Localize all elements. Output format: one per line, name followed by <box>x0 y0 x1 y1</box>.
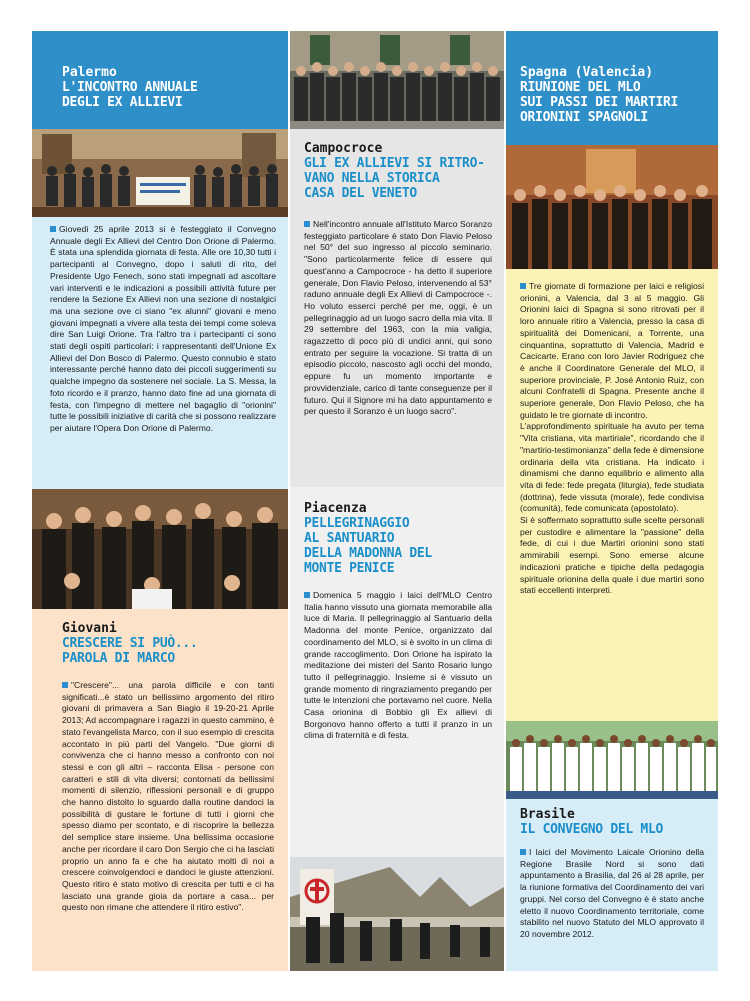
bullet-square-icon <box>520 283 526 289</box>
giovani-article <box>32 609 288 971</box>
bullet-square-icon <box>304 221 310 227</box>
spagna-photo <box>506 145 718 269</box>
spagna-body-2: L'approfondimento spirituale ha avuto per tema "Vita cristiana, vita martiriale", ricordando che il "martirio-testimonianza" della fede è dimensione ordinaria della vita cristiana. Ha indicato i dinamismi che danno equilibrio e alimento alla vita di fede: fede pregata (liturgia), fede studiata (dottrina), fede vissuta (morale), fede condivisa (comunità), fede comunicata (apostolato). <box>520 421 704 514</box>
spagna-title-line-2: SUI PASSI DEI MARTIRI <box>520 95 679 110</box>
spagna-text-1: Tre giornate di formazione per laici e religiosi orionini, a Valencia, dal 3 al 5 maggio. Gli Orionini laici di Spagna si sono ritrovati per il loro annuale ritiro a Valencia, presso la casa di spiritualità dei Domenicani, a Torrente, una cinquantina, soprattutto di Valencia, Madrid e Cacicarte. Erano con loro Javier Rodriguez che è anche il Coordinatore Generale del MLO, il superiore provinciale, P. José Antonio Ruiz, con alcuni Confratelli di Spagna. Presente anche il superiore generale, Don Flavio Peloso, che ha guidato le tre giornate di incontro. <box>520 281 704 420</box>
brasile-text: I laici del Movimento Laicale Orionino della Regione Brasile Nord si sono dati appuntamento a Brasilia, dal 26 al 28 aprile, per la riunione formativa del Coordinamento dei vari gruppi. Nel corso del Convegno è è stato anche eletto il nuovo Coordinamento territoriale, come stabilito nel nuovo Statuto del MLO approvato il 20 novembre 2012. <box>520 847 704 939</box>
campocroce-body <box>304 219 492 418</box>
group-photo-icon <box>506 721 718 799</box>
piacenza-body <box>304 590 492 742</box>
giovani-text: "Crescere"... una parola difficile e con tanti significati...è stato un bellissimo argomento del ritiro giovani di primavera a San Biagio il 19-20-21 Aprile 2013; Ad accompagnare i ragazzi in questo cammino, è stato l'evangelista Marco, con il suo esempio di crescita accontato in più parti del Vangelo. "Due giorni di convivenza che ci hanno messo a confronto con noi stessi e con gli altri – racconta Elisa - persone con caratteri e stili di vita diversi; contornati da bellissimi momenti di silenzio, riflessioni personali e di gruppo che hanno distolto lo sguardo dalla routine dandoci la possibilità di gustare le fortune di tutti i giorni che spesso diamo per scontato, e di riscoprire la bellezza del semplice stare insieme. Una bellissima occasione anche per ricordare il caro Don Sergio che ci ha lasciati proprio un anno fa e che ha aiutato molti di noi a crescere coinvolgendoci e dandoci le giuste attenzioni. Questo ritiro è stato motivo di crescita per tutti e ci ha lasciato una grande gioia da portare a casa... per questo non rimane che attendere il ritiro estivo". <box>62 680 274 913</box>
palermo-title-line-1: L'INCONTRO ANNUALE <box>62 80 198 95</box>
palermo-location: Palermo <box>62 65 117 80</box>
piacenza-location: Piacenza <box>304 501 367 516</box>
palermo-header <box>32 31 288 129</box>
campocroce-title-line-2: VANO NELLA STORICA <box>304 171 440 186</box>
giovani-photo <box>32 489 288 609</box>
bullet-square-icon <box>50 226 56 232</box>
palermo-text: Giovedì 25 aprile 2013 si è festeggiato il Convegno Annuale degli Ex Allievi del Centro Don Orione di Palermo. È stata una splendida giornata di festa. Alle ore 10,30 tutti i partecipanti al Convegno, dopo i saluti di rito, del Presidente Ugo Fenech, sono stati impegnati ad ascoltare vari interventi e le indicazioni a possibili attività future per rendere la Sezione Ex Allievi non una sezione di nostalgici ma una sezione ove ci siano "ex alunni" giovani e meno giovani impegnati a vivere alla testa dei tempi come soleva dire San Luigi Orione. Tra l'altro tra i partecipanti ci sono stati degli ospiti particolari: i rappresentanti dell'Unione Ex Allievi del Don Bosco di Palermo. Questo connubio è stato interessante perché hanno dato dei piccoli suggerimenti su qualche impegno da sostenere nel sociale. La S. Messa, la foto ricordo e il pranzo, hanno dato fine ad una giornata di festa, con l'impegno di mettere nel bagaglio di "orionini" tutte le possibili iniziative di carità che si possono realizzare per aiutare l'Opera Don Orione di Palermo. <box>50 224 276 433</box>
column-middle <box>290 31 504 971</box>
campocroce-title-line-3: CASA DEL VENETO <box>304 186 417 201</box>
column-left <box>32 31 288 971</box>
brasile-photo <box>506 721 718 799</box>
spagna-article <box>506 269 718 721</box>
piacenza-title-line-2: AL SANTUARIO <box>304 531 395 546</box>
bullet-square-icon <box>520 849 526 855</box>
piacenza-article <box>290 487 504 857</box>
piacenza-title-line-4: MONTE PENICE <box>304 561 395 576</box>
campocroce-location: Campocroce <box>304 141 383 156</box>
procession-photo-icon <box>290 857 504 971</box>
bullet-square-icon <box>62 682 68 688</box>
brasile-location: Brasile <box>520 807 575 822</box>
group-photo-icon <box>506 145 718 269</box>
group-photo-icon <box>290 31 504 129</box>
spagna-body-3: Si è soffermato soprattutto sulle scelte personali per custodire e alimentare la "passione" della fede, di cui i due Martiri orionini sono stati ammirabili esempi. Sono emerse alcune indicazioni pratiche e tipiche della pedagogia spirituale orionina della quale i due martiri sono stati eccellenti interpreti. <box>520 515 704 596</box>
campocroce-photo <box>290 31 504 129</box>
palermo-title-line-2: DEGLI EX ALLIEVI <box>62 95 183 110</box>
spagna-title-line-1: RIUNIONE DEL MLO <box>520 80 641 95</box>
spagna-title-line-3: ORIONINI SPAGNOLI <box>520 110 648 125</box>
palermo-body <box>50 224 276 435</box>
giovani-body <box>62 680 274 914</box>
campocroce-article <box>290 129 504 487</box>
brasile-body <box>520 847 704 941</box>
brasile-title-line-1: IL CONVEGNO DEL MLO <box>520 822 664 837</box>
piacenza-title-line-3: DELLA MADONNA DEL <box>304 546 432 561</box>
piacenza-title-line-1: PELLEGRINAGGIO <box>304 516 410 531</box>
giovani-title-line-1: CRESCERE SI PUÒ... <box>62 636 198 651</box>
group-photo-icon <box>32 489 288 609</box>
group-photo-icon <box>32 129 288 217</box>
giovani-title-line-2: PAROLA DI MARCO <box>62 651 175 666</box>
palermo-photo <box>32 129 288 217</box>
spagna-header <box>506 31 718 145</box>
campocroce-text: Nell'incontro annuale all'Istituto Marco Soranzo festeggiato particolare è stato Don Flavio Peloso nel 50° del suo ingresso al piccolo seminario. "Sono particolarmente felice di essere qui quest'anno a Campocroce - ha detto il superiore generale, Don Flavio Peloso, intervenendo al 53° raduno annuale degli Ex Allievi di Campocroce -. Ho voluto esserci perché per me, oggi, è un pellegrinaggio ad un luogo sacro della mia vita. Il 29 settembre del 1963, con la mia valigia, ragazzetto di poco più di undici anni, qui sono entrato per seguire la vocazione. Si tratta di un episodio piccolo, nascosto agli occhi del mondo, eppure fu un momento importante e provvidenziale, carico di tante conseguenze per il futuro. Qui il Signore mi ha dato appuntamento e per questo il Soranzo è un luogo sacro". <box>304 219 492 417</box>
spagna-location: Spagna (Valencia) <box>520 65 654 80</box>
giovani-location: Giovani <box>62 621 117 636</box>
brasile-article <box>506 799 718 971</box>
palermo-article <box>32 217 288 489</box>
column-right <box>506 31 718 971</box>
campocroce-title-line-1: GLI EX ALLIEVI SI RITRO- <box>304 156 485 171</box>
piacenza-text: Domenica 5 maggio i laici dell'MLO Centro Italia hanno vissuto una giornata memorabile alla luce di Maria. Il pellegrinaggio al Santuario della Madonna del monte Penice, organizzato dal coordinamento del MLO, si è svolto in un clima di grande raccoglimento. Don Orione ha ispirato la meditazione dei misteri del Santo Rosario lungo tutto il pellegrinaggio. Insieme si è vissuto un grande momento di ringraziamento pregando per tutte le intenzioni che portavamo nel cuore. Nella Casa orionina di Bobbio gli Ex allievi di Borgonovo hanno offerto a tutti il pranzo in un clima di fraternità e di festa. <box>304 590 492 741</box>
piacenza-photo <box>290 857 504 971</box>
magazine-page <box>32 31 718 971</box>
spagna-body-1 <box>520 281 704 421</box>
bullet-square-icon <box>304 592 310 598</box>
